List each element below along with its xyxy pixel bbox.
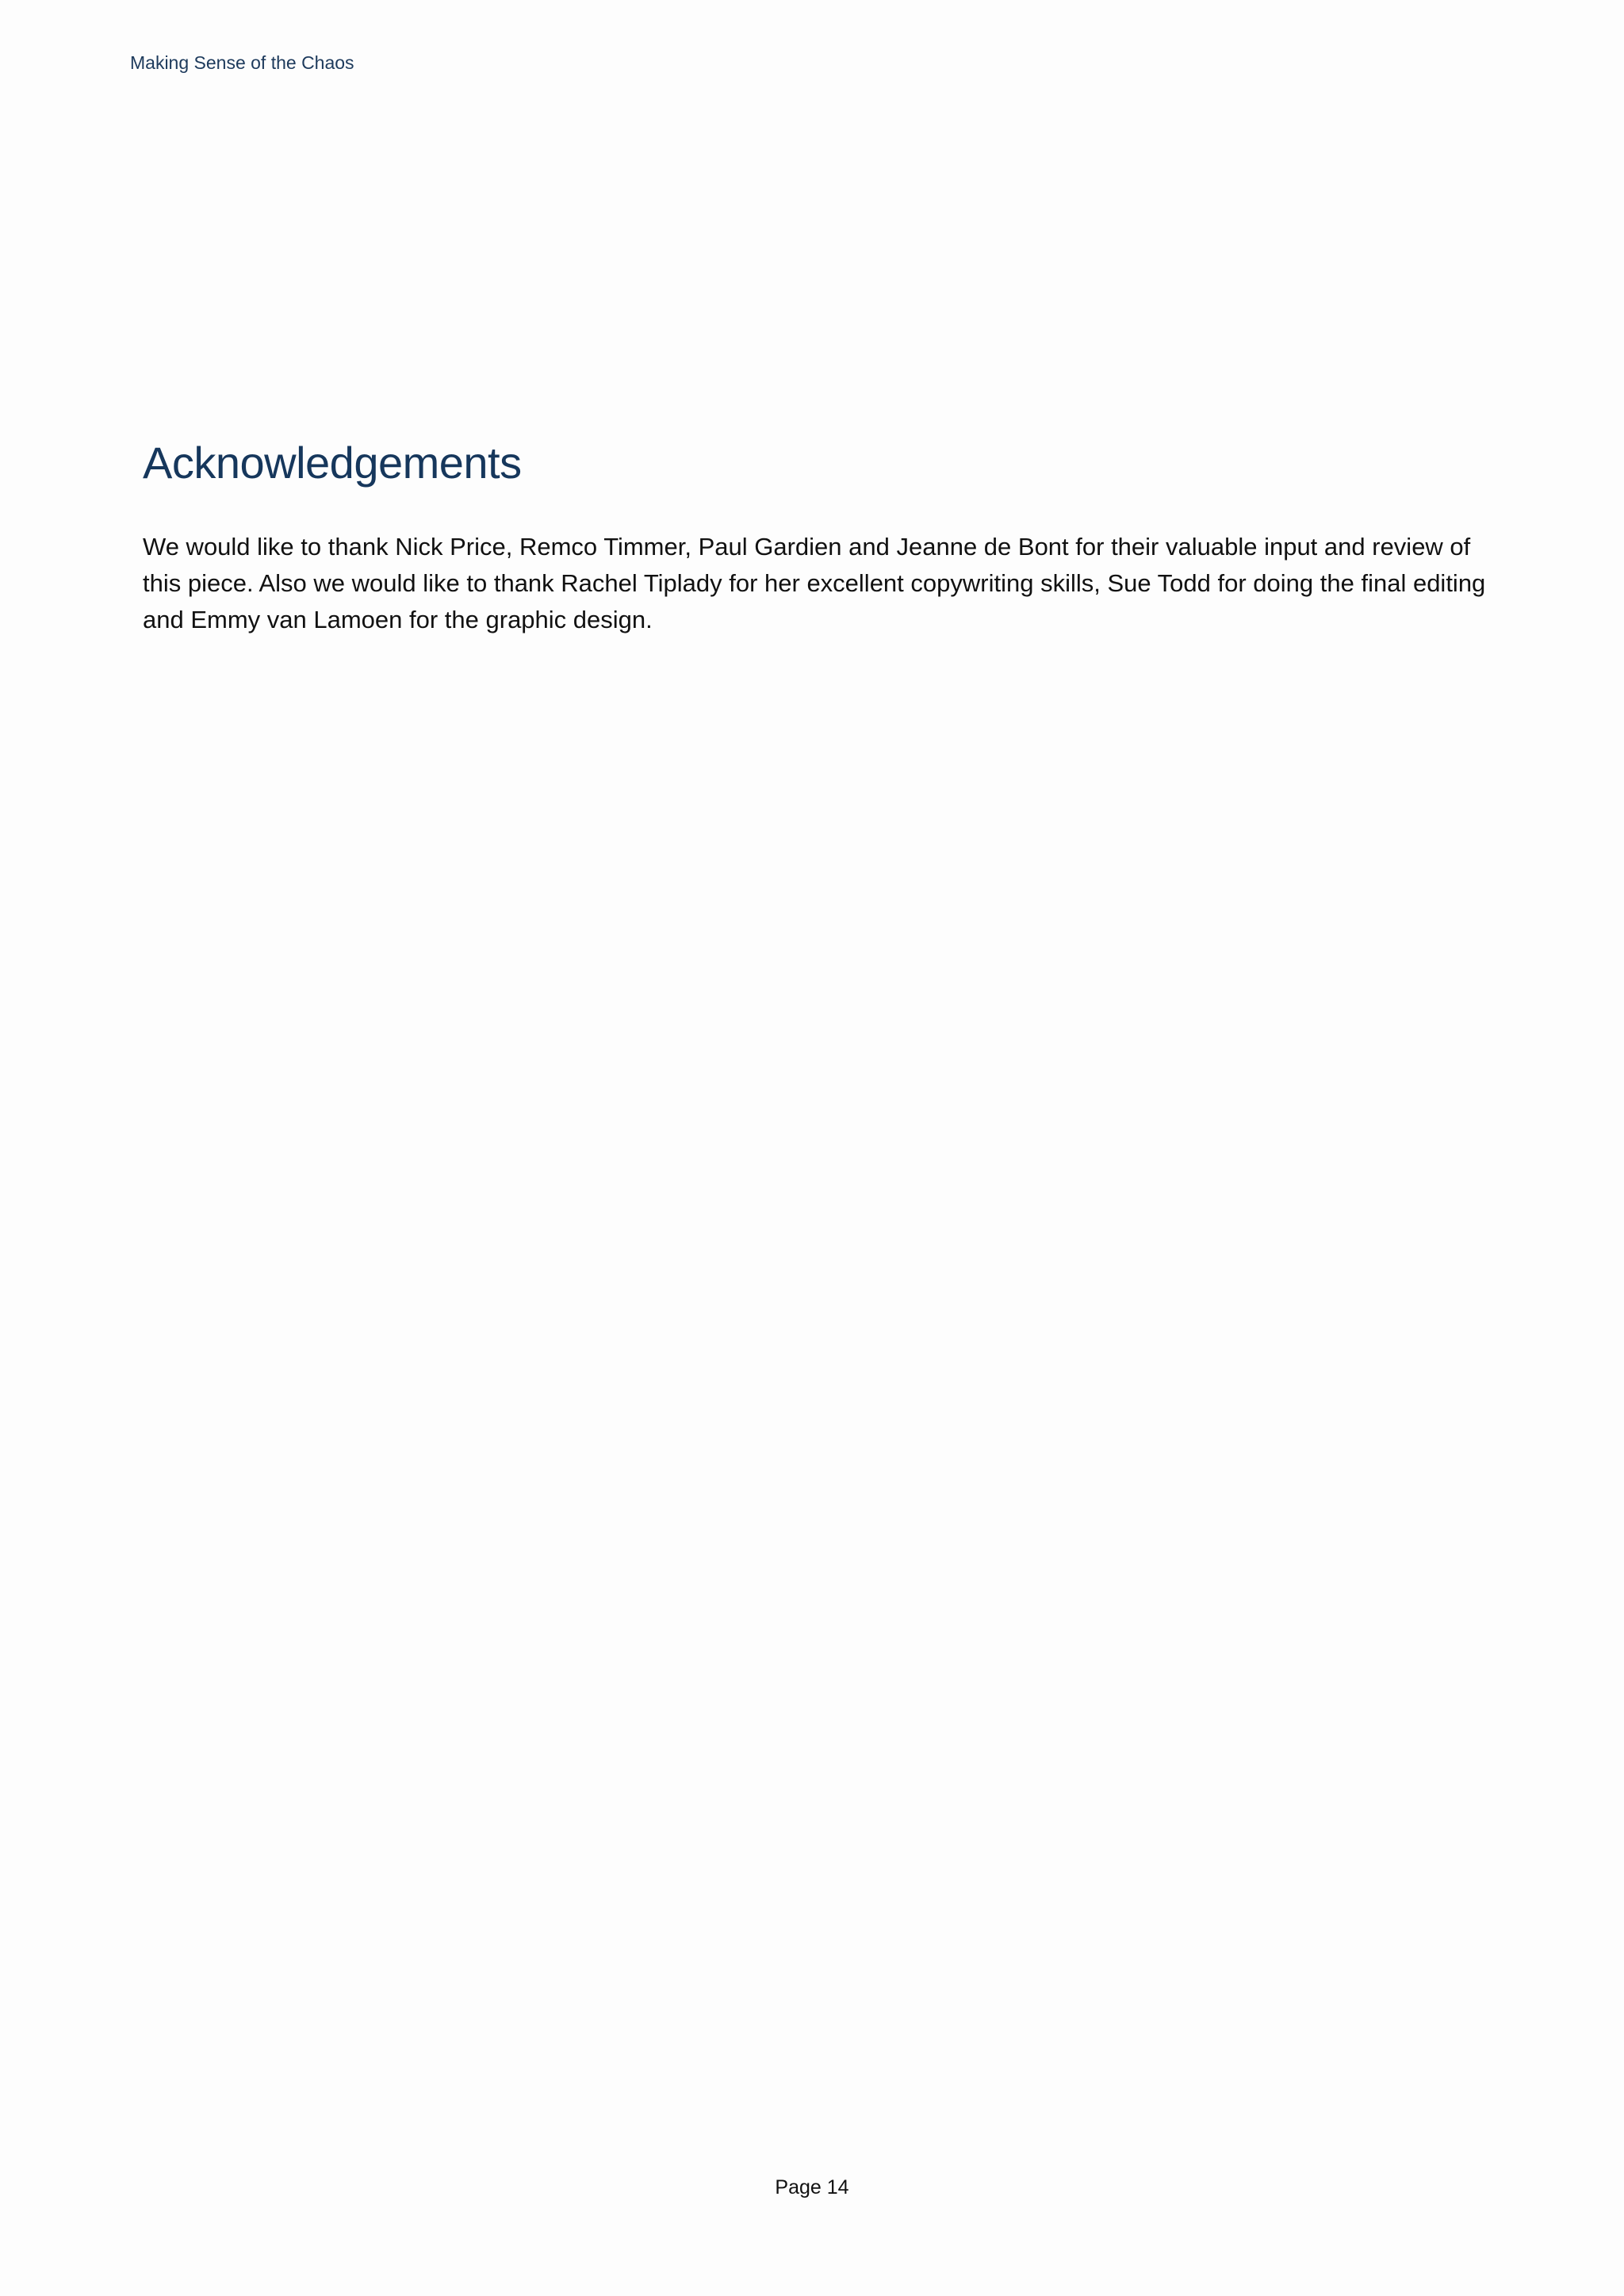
acknowledgements-section xyxy=(143,432,1491,638)
acknowledgements-paragraph: We would like to thank Nick Price, Remco Timmer, Paul Gardien and Jeanne de Bont for their valuable input and review of this piece. Also we would like to thank Rachel Tiplady for her excellent copywriting skills, Sue Todd for doing the final editing and Emmy van Lamoen for the graphic design. xyxy=(143,533,1486,633)
running-header: Making Sense of the Chaos xyxy=(130,52,354,73)
section-heading: Acknowledgements xyxy=(143,438,522,488)
page-number: Page 14 xyxy=(775,2176,849,2198)
